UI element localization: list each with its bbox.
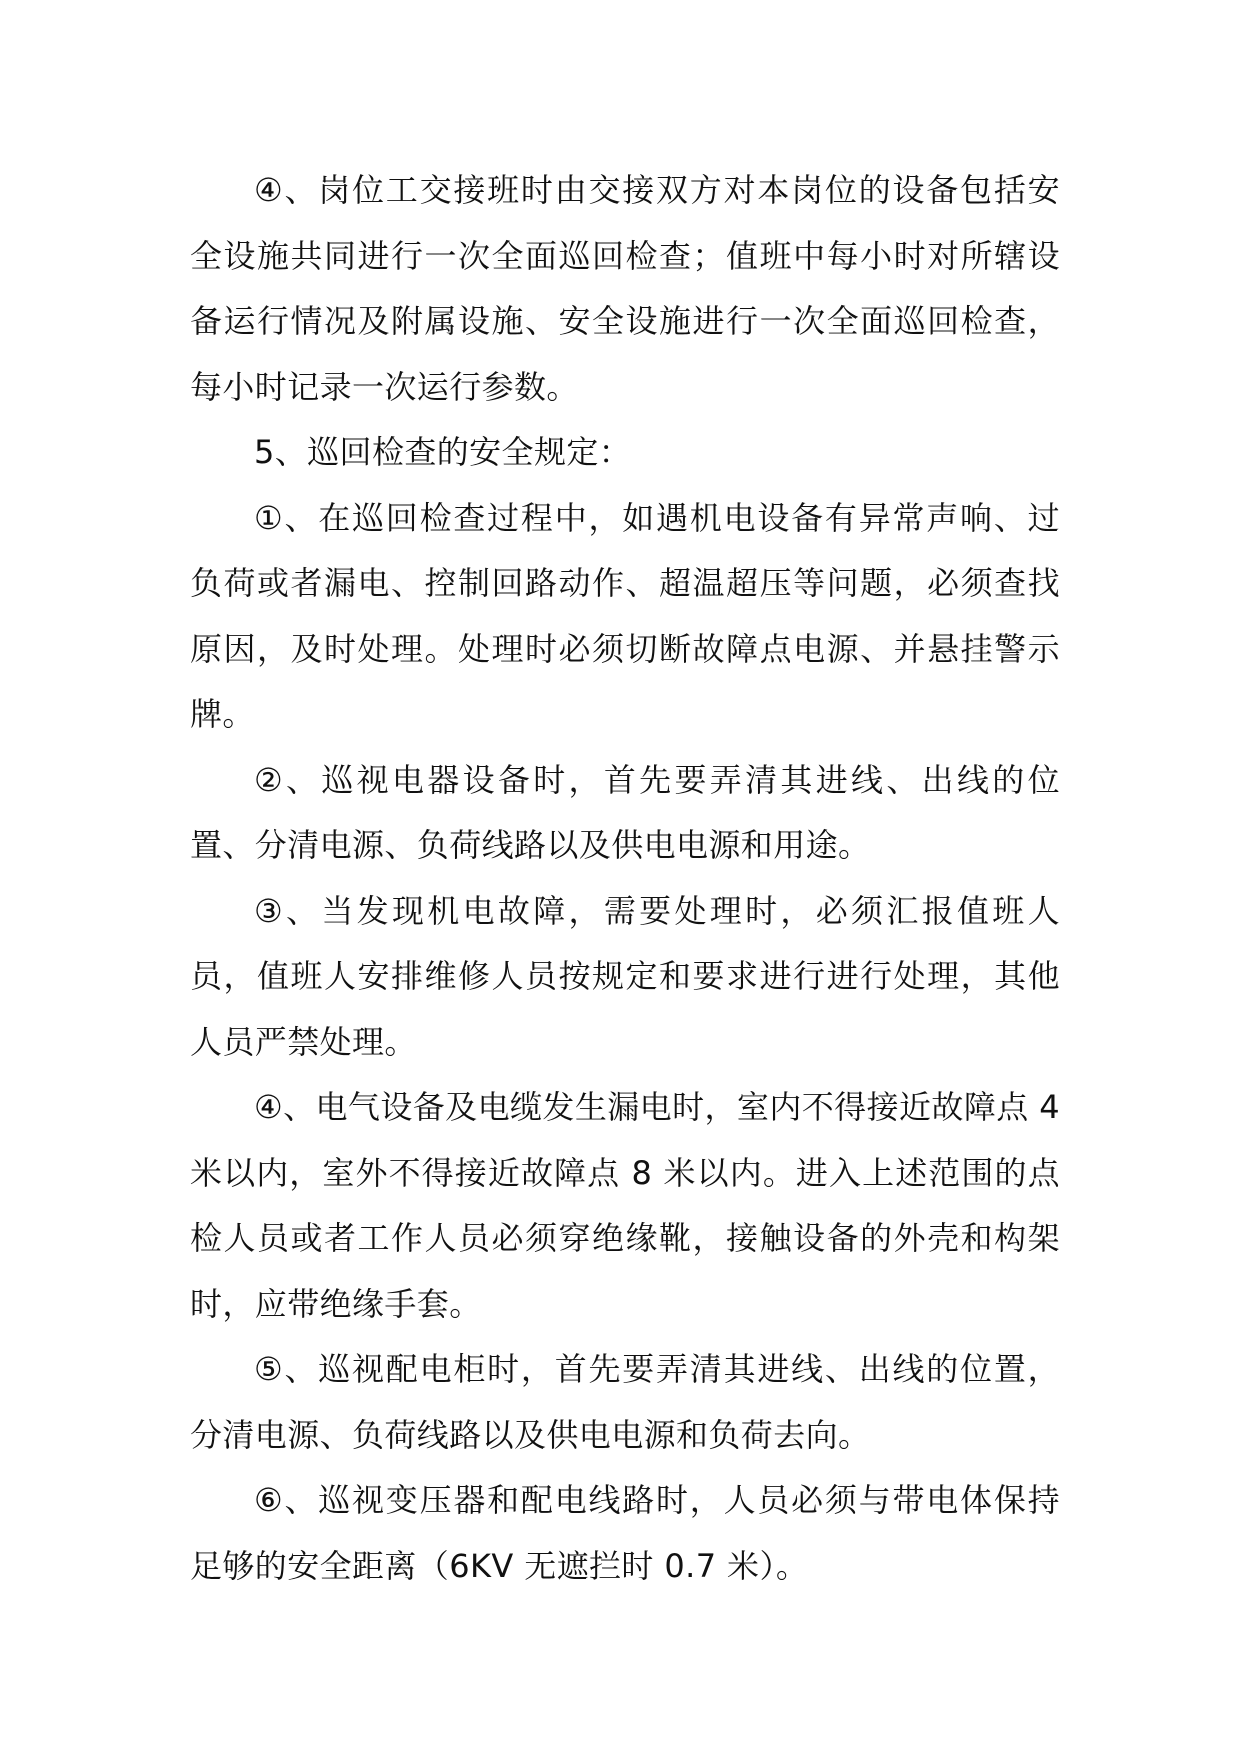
paragraph-rule-3-fault-reporting: ③、当发现机电故障，需要处理时，必须汇报值班人员，值班人安排维修人员按规定和要求进行进行处理，其他人员严禁处理。 bbox=[190, 891, 1060, 1061]
document-body bbox=[190, 158, 1060, 1599]
paragraph-rule-5-distribution-cabinet: ⑤、巡视配电柜时，首先要弄清其进线、出线的位置，分清电源、负荷线路以及供电电源和负荷去向。 bbox=[190, 1350, 1060, 1454]
paragraph-rule-2-electrical-equipment: ②、巡视电器设备时，首先要弄清其进线、出线的位置、分清电源、负荷线路以及供电电源和用途。 bbox=[190, 760, 1060, 864]
heading-inspection-safety-rules: 5、巡回检查的安全规定： bbox=[254, 433, 632, 471]
paragraph-rule-1-abnormal-handling: ①、在巡回检查过程中，如遇机电设备有异常声响、过负荷或者漏电、控制回路动作、超温超压等问题，必须查找原因，及时处理。处理时必须切断故障点电源、并悬挂警示牌。 bbox=[190, 498, 1060, 733]
paragraph-shift-handover-inspection: ④、岗位工交接班时由交接双方对本岗位的设备包括安全设施共同进行一次全面巡回检查；值班中每小时对所辖设备运行情况及附属设施、安全设施进行一次全面巡回检查，每小时记录一次运行参数。 bbox=[190, 171, 1060, 406]
paragraph-rule-4-leakage-distance: ④、电气设备及电缆发生漏电时，室内不得接近故障点 4 米以内，室外不得接近故障点 8 米以内。进入上述范围的点检人员或者工作人员必须穿绝缘靴，接触设备的外壳和构架时，应带绝缘手套。 bbox=[190, 1088, 1060, 1323]
paragraph-rule-6-transformer-distance: ⑥、巡视变压器和配电线路时，人员必须与带电体保持足够的安全距离（6KV 无遮拦时 0.7 米）。 bbox=[190, 1481, 1060, 1585]
